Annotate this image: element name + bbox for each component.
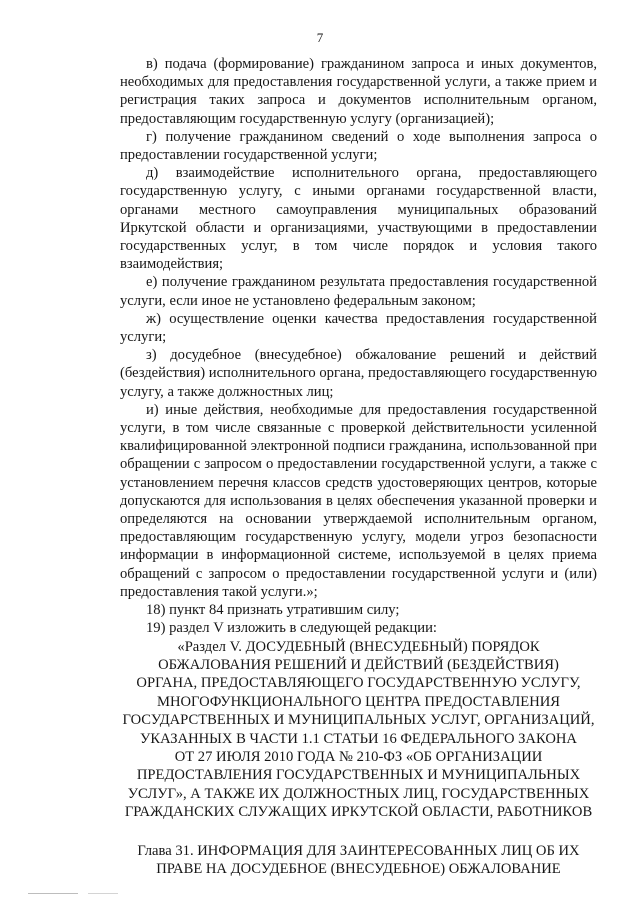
section-heading-line: ОТ 27 ИЮЛЯ 2010 ГОДА № 210-ФЗ «ОБ ОРГАНИЗАЦИИ — [174, 748, 543, 765]
section-heading-line: ОБЖАЛОВАНИЯ РЕШЕНИЙ И ДЕЙСТВИЙ (БЕЗДЕЙСТВИЯ) — [158, 656, 559, 673]
section-heading-line: УСЛУГ», А ТАКЖЕ ИХ ДОЛЖНОСТНЫХ ЛИЦ, ГОСУДАРСТВЕННЫХ — [127, 785, 590, 802]
section-heading-line: ГРАЖДАНСКИХ СЛУЖАЩИХ ИРКУТСКОЙ ОБЛАСТИ, РАБОТНИКОВ — [124, 804, 593, 821]
page-number: 7 — [316, 30, 324, 45]
section-heading-line: «Раздел V. ДОСУДЕБНЫЙ (ВНЕСУДЕБНЫЙ) ПОРЯДОК — [177, 638, 540, 655]
paragraph-z: з) досудебное (внесудебное) обжалование решений и действий (бездействия) исполнительного органа, предоставляющего государственную услугу, а также должностных лиц; — [120, 347, 597, 400]
paragraph-g: г) получение гражданином сведений о ходе выполнения запроса о предоставлении государственной услуги; — [120, 128, 597, 164]
chapter-heading — [120, 842, 597, 879]
document-body — [120, 55, 597, 878]
section-heading — [120, 638, 597, 822]
paragraph-i: и) иные действия, необходимые для предоставления государственной услуги, в том числе связанные с проверкой действительности усиленной квалифицированной электронной подписи гражданина, использованной при обращении с запросом о предоставлении государственной услуги, а также с установлением перечня классов средств удостоверяющих центров, которые допускаются для использования в целях обеспечения указанной проверки и определяются на основании утверждаемой исполнительным органом, предоставляющим государственную услугу, модели угроз безопасности информации в информационной системе, используемой в целях приема обращений с запросом о предоставлении государственной услуги и (или) предоставления такой услуги.»; — [120, 401, 597, 600]
paragraph-d: д) взаимодействие исполнительного органа, предоставляющего государственную услугу, с иными органами государственной власти, органами местного самоуправления муниципальных образований Иркутской области и организациями, участвующими в предоставлении государственных услуг, в том числе порядок и условия такого взаимодействия; — [120, 165, 597, 273]
paragraph-item-19: 19) раздел V изложить в следующей редакции: — [146, 620, 437, 637]
paragraph-item-18: 18) пункт 84 признать утратившим силу; — [146, 602, 400, 619]
section-heading-line: ГОСУДАРСТВЕННЫХ И МУНИЦИПАЛЬНЫХ УСЛУГ, ОРГАНИЗАЦИЙ, — [122, 712, 595, 729]
section-heading-line: ОРГАНА, ПРЕДОСТАВЛЯЮЩЕГО ГОСУДАРСТВЕННУЮ УСЛУГУ, — [136, 675, 581, 692]
section-heading-line: ПРЕДОСТАВЛЕНИЯ ГОСУДАРСТВЕННЫХ И МУНИЦИПАЛЬНЫХ — [136, 767, 581, 784]
scan-artifact — [28, 893, 78, 894]
paragraph-e: е) получение гражданином результата предоставления государственной услуги, если иное не установлено федеральным законом; — [120, 274, 597, 309]
paragraph-v: в) подача (формирование) гражданином запроса и иных документов, необходимых для предоставления государственной услуги, а также прием и регистрация таких запроса и документов исполнительным органом, предоставляющим государственную услугу (организацией); — [120, 56, 597, 127]
chapter-heading-line: Глава 31. ИНФОРМАЦИЯ ДЛЯ ЗАИНТЕРЕСОВАННЫХ ЛИЦ ОБ ИХ — [137, 842, 580, 859]
section-heading-line: МНОГОФУНКЦИОНАЛЬНОГО ЦЕНТРА ПРЕДОСТАВЛЕНИЯ — [156, 693, 561, 710]
scan-artifact — [88, 893, 118, 894]
section-heading-line: УКАЗАННЫХ В ЧАСТИ 1.1 СТАТЬИ 16 ФЕДЕРАЛЬНОГО ЗАКОНА — [140, 730, 577, 747]
paragraph-zh: ж) осуществление оценки качества предоставления государственной услуги; — [120, 310, 597, 346]
chapter-heading-line: ПРАВЕ НА ДОСУДЕБНОЕ (ВНЕСУДЕБНОЕ) ОБЖАЛОВАНИЕ — [156, 860, 561, 877]
